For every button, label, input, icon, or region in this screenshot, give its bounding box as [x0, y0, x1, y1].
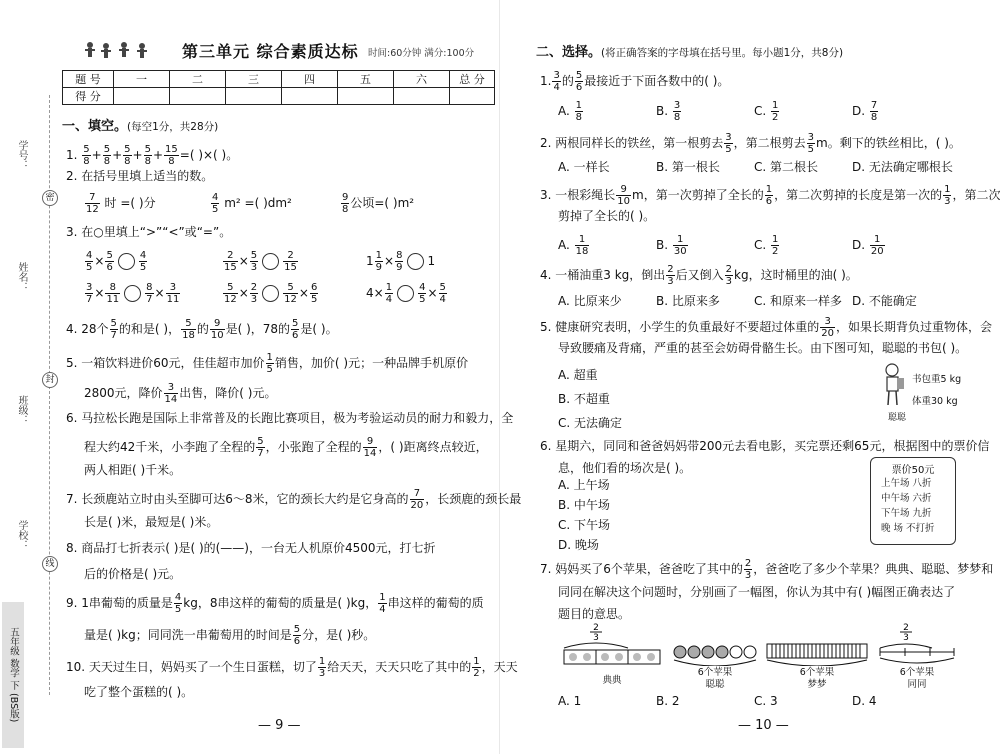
diagram-name: 梦梦: [807, 679, 827, 690]
q-text: 7. 妈妈买了6个苹果，爸爸吃了其中的: [540, 562, 743, 576]
fraction: $\frac{7}{12}$: [86, 192, 99, 215]
answer-blank[interactable]: 分，是( )秒。: [302, 628, 376, 642]
option-c[interactable]: C. 3: [754, 694, 778, 708]
option-c[interactable]: C. 下午场: [558, 518, 611, 532]
q-text: 程大约42千米，小李跑了全程的: [84, 440, 256, 454]
score-cell: 题 号: [63, 71, 114, 88]
compare-circle[interactable]: [397, 285, 414, 302]
option-a[interactable]: A. 一样长: [558, 160, 610, 174]
q-text: ，小张跑了全程的: [265, 440, 362, 454]
compare-circle[interactable]: [262, 285, 279, 302]
option-d[interactable]: D. $\frac{1}{20}$: [852, 234, 884, 257]
answer-blank[interactable]: kg，这时桶里的油( )。: [734, 268, 858, 282]
option-b[interactable]: B. 第一根长: [656, 160, 720, 174]
score-cell: 二: [170, 71, 226, 88]
q-number: 1.: [66, 148, 78, 162]
question-2-6: 6. 星期六，同同和爸爸妈妈带200元去看电影，买完票还剩65元，根据图中的票价信: [540, 439, 990, 453]
class-label: 班级：: [16, 395, 27, 425]
option-b[interactable]: B. $\frac{3}{8}$: [656, 100, 681, 123]
fraction: $\frac{5}{8}$: [124, 144, 131, 167]
answer-blank[interactable]: m² =( )dm²: [224, 196, 292, 210]
price-row: 中午场 六折: [881, 493, 932, 504]
question-1-10: 10. 天天过生日，妈妈买了一个生日蛋糕，切了 $\frac{1}{3}$ 给天天，天天只吃了其中的 $\frac{1}{2}$ ，天天: [66, 656, 518, 679]
question-2-7c: 题目的意思。: [558, 607, 631, 621]
q-text: 5. 一箱饮料进价60元，佳佳超市加价: [66, 356, 265, 370]
q-text: ，长颈鹿的颈长最: [425, 492, 522, 506]
option-c[interactable]: C. 无法确定: [558, 416, 623, 430]
q-text: ，第二次: [952, 188, 1000, 202]
question-2-5b[interactable]: 导致腰痛及背痛，严重的甚至会妨碍骨骼生长。由下图可知，聪聪的书包( )。: [558, 341, 968, 355]
name-label: 姓名：: [16, 262, 27, 292]
diagram-label: 6个苹果: [799, 667, 835, 678]
option-a[interactable]: A. 比原来少: [558, 294, 622, 308]
cut-line: [49, 95, 50, 695]
price-row: 上午场 八折: [881, 478, 932, 489]
option-b[interactable]: B. $\frac{1}{30}$: [656, 234, 687, 257]
compare-row-2b: $\frac{5}{12}$ × $\frac{2}{3}$ $\frac{5}{12}$ × $\frac{6}{5}$: [224, 282, 318, 305]
time-info: 时间:60分钟 满分:100分: [368, 48, 475, 59]
diagram-label: 6个苹果: [697, 667, 733, 678]
q-text: 给天天，天天只吃了其中的: [327, 660, 472, 674]
ticket-price-board: [870, 457, 956, 545]
school-label: 学校：: [16, 520, 27, 550]
option-b[interactable]: B. 比原来多: [656, 294, 720, 308]
diagram-tongtong: [876, 620, 958, 690]
question-2-4: 4. 一桶油重3 kg，倒出 $\frac{2}{3}$ 后又倒入 $\frac{2}{3}$ kg，这时桶里的油( )。: [540, 264, 858, 287]
answer-blank[interactable]: 量是( )kg；同同洗一串葡萄用的时间是: [84, 628, 292, 642]
question-1-10b[interactable]: 吃了整个蛋糕的( )。: [84, 685, 194, 699]
diagram-name: 同同: [907, 679, 927, 690]
question-1-7b[interactable]: 长是( )米，最短是( )米。: [84, 515, 219, 529]
score-input[interactable]: [170, 88, 226, 105]
option-a[interactable]: A. 超重: [558, 368, 598, 382]
option-a[interactable]: A. 1: [558, 694, 582, 708]
option-d[interactable]: D. $\frac{7}{8}$: [852, 100, 878, 123]
fraction: $\frac{4}{5}$: [212, 192, 219, 215]
compare-circle[interactable]: [118, 253, 135, 270]
fold-mark: 封: [42, 372, 58, 388]
q-text: 9. 1串葡萄的质量是: [66, 596, 173, 610]
score-input[interactable]: [114, 88, 170, 105]
answer-blank[interactable]: m。剩下的铁丝相比，( )。: [816, 136, 961, 150]
q-number: 1.: [540, 74, 552, 88]
section1-title: 一、填空。: [62, 119, 128, 134]
binding-margin: [0, 0, 62, 754]
option-c[interactable]: C. $\frac{1}{2}$: [754, 100, 779, 123]
diagram-label: 6个苹果: [899, 667, 935, 678]
diagram-mengmeng: [764, 620, 870, 690]
question-1-6: 6. 马拉松长跑是国际上非常普及的长跑比赛项目，极为考验运动员的耐力和毅力，全: [66, 411, 514, 425]
q-text: 7. 长颈鹿站立时由头至脚可达6～8米，它的颈长大约是它身高的: [66, 492, 409, 506]
bag-weight-label: 书包重5 kg: [912, 374, 962, 385]
compare-circle[interactable]: [407, 253, 424, 270]
score-input[interactable]: [226, 88, 282, 105]
answer-blank[interactable]: 是( )。: [300, 322, 338, 336]
section1-note: (每空1分，共28分): [127, 121, 219, 133]
question-1-9b: 量是( )kg；同同洗一串葡萄用的时间是 $\frac{5}{6}$ 分，是( )秒。: [84, 624, 376, 647]
score-input[interactable]: [282, 88, 338, 105]
question-1-6c[interactable]: 两人相距( )千米。: [84, 463, 182, 477]
compare-row-1c: 1 $\frac{1}{9}$ × $\frac{8}{9}$ 1: [366, 250, 436, 273]
fraction: $\frac{5}{8}$: [103, 144, 111, 167]
compare-row-2: $\frac{3}{7}$ × $\frac{8}{11}$ $\frac{8}{7}$ × $\frac{3}{11}$: [86, 282, 180, 305]
seal-mark: 密: [42, 190, 58, 206]
svg-text:2: 2: [903, 623, 909, 633]
question-1-1: 1. $\frac{5}{8}$ + $\frac{5}{8}$ + $\frac{5}{8}$ + $\frac{5}{8}$ + $\frac{15}{8}$ =( )×( )。: [66, 144, 239, 167]
question-2-7: 7. 妈妈买了6个苹果，爸爸吃了其中的 $\frac{2}{3}$ ，爸爸吃了多少个苹果？典典、聪聪、梦梦和: [540, 558, 994, 581]
option-d[interactable]: D. 晚场: [558, 538, 599, 552]
option-a[interactable]: A. $\frac{1}{18}$: [558, 234, 589, 257]
q-text: 10. 天天过生日，妈妈买了一个生日蛋糕，切了: [66, 660, 317, 674]
page-title: 第三单元 综合素质达标: [182, 42, 359, 61]
student-no-label: 学号：: [16, 140, 27, 170]
question-1-2: 2. 在括号里填上适当的数。: [66, 169, 214, 183]
option-a[interactable]: A. $\frac{1}{8}$: [558, 100, 583, 123]
section2-note: (将正确答案的字母填在括号里。每小题1分，共8分): [601, 47, 844, 59]
option-a[interactable]: A. 上午场: [558, 478, 610, 492]
fraction: $\frac{9}{8}$: [342, 192, 349, 215]
fraction: $\frac{5}{8}$: [144, 144, 151, 167]
page-number-left: — 9 —: [258, 718, 301, 733]
question-1-2c: [340, 192, 414, 215]
score-cell: 六: [394, 71, 450, 88]
q-text: 5. 健康研究表明，小学生的负重最好不要超过体重的: [540, 320, 820, 334]
score-cell: 总 分: [450, 71, 495, 88]
answer-blank[interactable]: 的和是( )，: [118, 322, 181, 336]
score-input[interactable]: [394, 88, 450, 105]
question-2-6b[interactable]: 息，他们看的场次是( )。: [558, 461, 692, 475]
score-value-row: [63, 88, 495, 105]
svg-text:3: 3: [903, 633, 909, 643]
q-text: ，天天: [481, 660, 518, 674]
question-2-1: 1. $\frac{3}{4}$ 的 $\frac{5}{6}$ 最接近于下面各数中的( )。: [540, 70, 730, 93]
question-1-9: 9. 1串葡萄的质量是 $\frac{4}{5}$ kg，8串这样的葡萄的质量是( )kg， $\frac{1}{4}$ 串这样的葡萄的质: [66, 592, 484, 615]
q-text: 2. 两根同样长的铁丝，第一根剪去: [540, 136, 724, 150]
svg-text:3: 3: [593, 633, 599, 643]
score-input[interactable]: [450, 88, 495, 105]
answer-blank[interactable]: 最接近于下面各数中的( )。: [584, 74, 730, 88]
price-row: 下午场 九折: [881, 508, 932, 519]
answer-blank[interactable]: 公顷=( )m²: [350, 196, 415, 210]
score-cell: 三: [226, 71, 282, 88]
q-text: 的: [561, 74, 574, 88]
right-page: [500, 0, 1000, 754]
score-header-row: [63, 71, 495, 88]
answer-blank[interactable]: 销售，加价( )元；一种品牌手机原价: [274, 356, 469, 370]
fraction: $\frac{15}{8}$: [165, 144, 178, 167]
question-1-3: 3. 在○里填上“>”“<”或“=”。: [66, 225, 232, 239]
diagram-congcong: [670, 620, 760, 690]
svg-text:2: 2: [593, 623, 599, 633]
question-1-5b: 2800元，降价 $\frac{3}{14}$ 出售，降价( )元。: [84, 382, 277, 405]
compare-row-2c: 4× $\frac{1}{4}$ $\frac{4}{5}$ × $\frac{5}{4}$: [366, 282, 446, 305]
score-cell: 得 分: [63, 88, 114, 105]
question-1-7: 7. 长颈鹿站立时由头至脚可达6～8米，它的颈长大约是它身高的 $\frac{7}{20}$ ，长颈鹿的颈长最: [66, 488, 522, 511]
section2-heading: [536, 44, 843, 61]
body-weight-label: 体重30 kg: [912, 396, 958, 407]
answer-blank[interactable]: 是( )，78的: [225, 322, 291, 336]
score-cell: 一: [114, 71, 170, 88]
page-number-right: — 10 —: [738, 718, 789, 733]
q-text: 后又倒入: [675, 268, 724, 282]
compare-circle[interactable]: [262, 253, 279, 270]
option-b[interactable]: B. 2: [656, 694, 680, 708]
kids-logo-icon: [84, 41, 164, 63]
option-d[interactable]: D. 不能确定: [852, 294, 917, 308]
line-mark: 线: [42, 556, 58, 572]
section1-heading: [62, 118, 218, 135]
section2-title: 二、选择。: [536, 45, 602, 60]
compare-circle[interactable]: [124, 285, 141, 302]
compare-row-1: $\frac{4}{5}$ × $\frac{5}{6}$ $\frac{4}{5}$: [86, 250, 147, 273]
option-c[interactable]: C. $\frac{1}{2}$: [754, 234, 779, 257]
q-text: ，第二根剪去: [733, 136, 806, 150]
answer-blank[interactable]: =( )分: [120, 196, 156, 210]
diagram-name: 典典: [602, 675, 622, 686]
compare-row-1b: $\frac{2}{15}$ × $\frac{5}{3}$ $\frac{2}{15}$: [224, 250, 297, 273]
child-with-backpack-icon: [882, 363, 906, 407]
character-name: 聪聪: [888, 413, 907, 423]
question-1-8[interactable]: 8. 商品打七折表示( )是( )的(——)，一台无人机原价4500元，打七折: [66, 541, 436, 555]
q-text: 2800元，降价: [84, 386, 163, 400]
q-text: 串这样的葡萄的质: [387, 596, 484, 610]
question-2-2: 2. 两根同样长的铁丝，第一根剪去 $\frac{3}{5}$ ，第二根剪去 $\frac{3}{5}$ m。剩下的铁丝相比，( )。: [540, 132, 961, 155]
option-c[interactable]: C. 和原来一样多: [754, 294, 843, 308]
price-title: 票价50元: [891, 465, 935, 476]
price-row: 晚 场 不打折: [881, 523, 935, 534]
diagram-diandian: [560, 620, 664, 690]
option-b[interactable]: B. 不超重: [558, 392, 610, 406]
score-cell: 四: [282, 71, 338, 88]
question-1-5: 5. 一箱饮料进价60元，佳佳超市加价 $\frac{1}{5}$ 销售，加价( )元；一种品牌手机原价: [66, 352, 469, 375]
q-text: ，爸爸吃了多少个苹果？典典、聪聪、梦梦和: [753, 562, 994, 576]
option-d[interactable]: D. 无法确定哪根长: [852, 160, 953, 174]
score-cell: 五: [338, 71, 394, 88]
answer-blank[interactable]: kg，8串这样的葡萄的质量是( )kg，: [183, 596, 378, 610]
answer-blank[interactable]: 出售，降价( )元。: [179, 386, 277, 400]
fraction: $\frac{5}{8}$: [83, 144, 90, 167]
answer-blank[interactable]: =( )×( )。: [179, 148, 239, 162]
option-b[interactable]: B. 中午场: [558, 498, 610, 512]
q-text: 4. 28个: [66, 322, 109, 336]
q-text: 3. 一根彩绳长: [540, 188, 616, 202]
q-text: 4. 一桶油重3 kg，倒出: [540, 268, 666, 282]
answer-blank[interactable]: ，( )距离终点较近，: [378, 440, 488, 454]
q-text: m，第一次剪掉了全长的: [632, 188, 764, 202]
series-label: 五年级 数学 下 (BS版): [2, 602, 24, 748]
q-text: ，第二次剪掉的长度是第一次的: [774, 188, 943, 202]
score-table: [62, 70, 495, 105]
question-2-3b[interactable]: 剪掉了全长的( )。: [558, 209, 656, 223]
question-2-5: 5. 健康研究表明，小学生的负重最好不要超过体重的 $\frac{3}{20}$ ，如果长期背负过重物体，会: [540, 316, 993, 339]
question-2-7b[interactable]: 同同在解决这个问题时，分别画了一幅图，你认为其中有( )幅图正确表达了: [558, 585, 956, 599]
option-c[interactable]: C. 第二根长: [754, 160, 819, 174]
question-1-2b: [210, 192, 292, 215]
question-1-6b: 程大约42千米，小李跑了全程的 $\frac{5}{7}$ ，小张跑了全程的 $\frac{9}{14}$ ，( )距离终点较近，: [84, 436, 488, 459]
question-1-4: 4. 28个 $\frac{5}{7}$ 的和是( )， $\frac{5}{18}$ 的 $\frac{9}{10}$ 是( )，78的 $\frac{5}{6}$ 是( )。: [66, 318, 338, 341]
question-2-3: 3. 一根彩绳长 $\frac{9}{10}$ m，第一次剪掉了全长的 $\frac{1}{6}$ ，第二次剪掉的长度是第一次的 $\frac{1}{3}$ ，第二次: [540, 184, 1000, 207]
diagram-name: 聪聪: [705, 679, 725, 690]
option-d[interactable]: D. 4: [852, 694, 877, 708]
question-1-2a: $\frac{7}{12}$ 时 =( )分: [86, 192, 156, 215]
question-1-8b[interactable]: 后的价格是( )元。: [84, 567, 182, 581]
score-input[interactable]: [338, 88, 394, 105]
q-text: ，如果长期背负过重物体，会: [836, 320, 993, 334]
